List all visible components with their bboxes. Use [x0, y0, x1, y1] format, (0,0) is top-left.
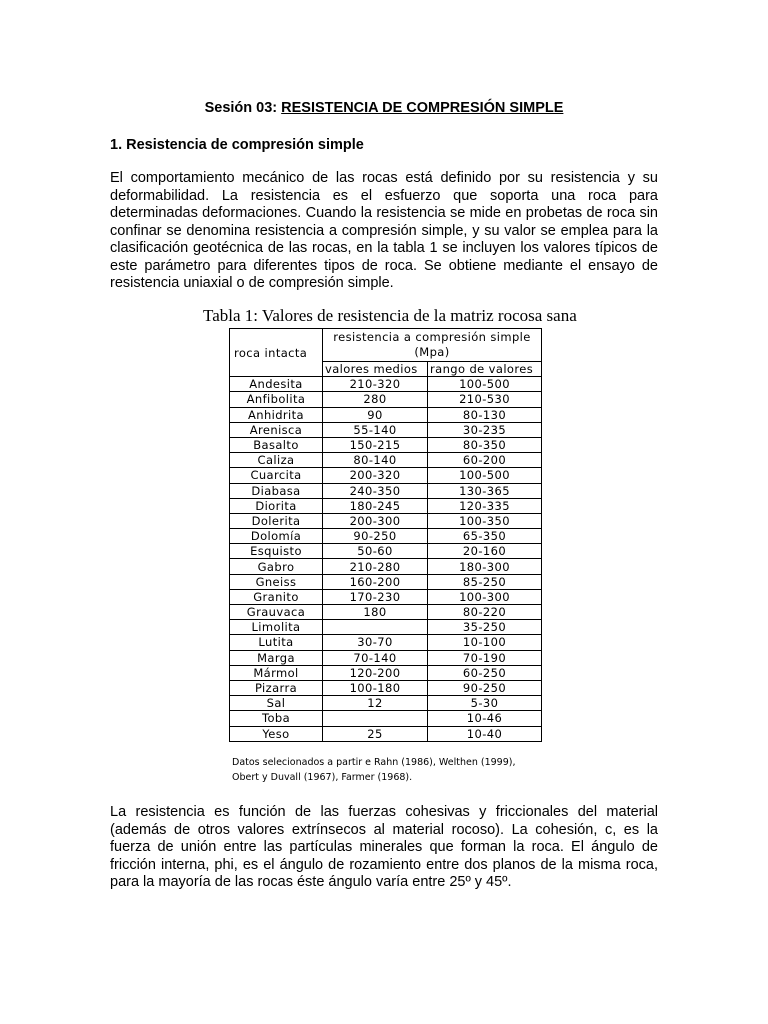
range-value-cell: 10-100: [428, 635, 542, 650]
rock-name-cell: Caliza: [230, 453, 323, 468]
mean-value-cell: 160-200: [323, 574, 428, 589]
rock-name-cell: Andesita: [230, 377, 323, 392]
table-row: [230, 483, 542, 498]
table-row: [230, 650, 542, 665]
range-value-cell: 10-46: [428, 711, 542, 726]
range-value-cell: 60-200: [428, 453, 542, 468]
mean-value-cell: 240-350: [323, 483, 428, 498]
rock-strength-table: [229, 328, 542, 742]
rock-name-cell: Yeso: [230, 726, 323, 741]
rock-name-cell: Diorita: [230, 498, 323, 513]
table-row: [230, 726, 542, 741]
table-row: [230, 437, 542, 452]
column-header-group: resistencia a compresión simple (Mpa): [323, 329, 542, 362]
rock-name-cell: Marga: [230, 650, 323, 665]
range-value-cell: 20-160: [428, 544, 542, 559]
session-title: [0, 100, 768, 116]
rock-name-cell: Anfibolita: [230, 392, 323, 407]
mean-value-cell: 90: [323, 407, 428, 422]
rock-name-cell: Gneiss: [230, 574, 323, 589]
mean-value-cell: [323, 711, 428, 726]
session-topic: RESISTENCIA DE COMPRESIÓN SIMPLE: [281, 100, 564, 116]
range-value-cell: 80-350: [428, 437, 542, 452]
table-row: [230, 422, 542, 437]
table-row: [230, 635, 542, 650]
rock-name-cell: Anhidrita: [230, 407, 323, 422]
rock-name-cell: Gabro: [230, 559, 323, 574]
range-value-cell: 100-300: [428, 589, 542, 604]
rock-name-cell: Esquisto: [230, 544, 323, 559]
cohesion-paragraph: La resistencia es función de las fuerzas cohesivas y friccionales del material (además de otros valores extrínsecos al material rocoso). La cohesión, c, es la fuerza de unión entre las partículas minerales que forman la roca. El ángulo de fricción interna, phi, es el ángulo de rozamiento entre dos planos de la misma roca, para la mayoría de las rocas éste ángulo varía entre 25º y 45º.: [110, 804, 658, 890]
rock-name-cell: Arenisca: [230, 422, 323, 437]
table-row: [230, 544, 542, 559]
table-row: [230, 498, 542, 513]
source-line-2: Obert y Duvall (1967), Farmer (1968).: [232, 772, 413, 783]
table-row: [230, 574, 542, 589]
table-row: [230, 529, 542, 544]
column-header-range: rango de valores: [428, 362, 542, 377]
mean-value-cell: 180: [323, 605, 428, 620]
table-row: [230, 407, 542, 422]
mean-value-cell: 210-320: [323, 377, 428, 392]
mean-value-cell: 170-230: [323, 589, 428, 604]
table-row: [230, 680, 542, 695]
table-row: [230, 696, 542, 711]
session-label: Sesión 03:: [204, 100, 278, 116]
mean-value-cell: 12: [323, 696, 428, 711]
range-value-cell: 100-500: [428, 377, 542, 392]
mean-value-cell: 200-320: [323, 468, 428, 483]
range-value-cell: 90-250: [428, 680, 542, 695]
intro-paragraph: El comportamiento mecánico de las rocas está definido por su resistencia y su deformabilidad. La resistencia es el esfuerzo que soporta una roca para determinadas deformaciones. Cuando la resistencia se mide en probetas de roca sin confinar se denomina resistencia a compresión simple, y su valor se emplea para la clasificación geotécnica de las rocas, en la tabla 1 se incluyen los valores típicos de este parámetro para diferentes tipos de roca. Se obtiene mediante el ensayo de resistencia uniaxial o de compresión simple.: [110, 170, 658, 291]
section-heading: 1. Resistencia de compresión simple: [110, 137, 364, 153]
range-value-cell: 130-365: [428, 483, 542, 498]
rock-name-cell: Limolita: [230, 620, 323, 635]
rock-name-cell: Toba: [230, 711, 323, 726]
mean-value-cell: 55-140: [323, 422, 428, 437]
source-line-1: Datos selecionados a partir e Rahn (1986), Welthen (1999),: [232, 757, 516, 768]
column-header-rock: roca intacta: [230, 329, 323, 377]
table-row: [230, 392, 542, 407]
rock-name-cell: Dolomía: [230, 529, 323, 544]
table-row: [230, 589, 542, 604]
mean-value-cell: 100-180: [323, 680, 428, 695]
rock-name-cell: Dolerita: [230, 513, 323, 528]
column-header-mean: valores medios: [323, 362, 428, 377]
mean-value-cell: 280: [323, 392, 428, 407]
mean-value-cell: 210-280: [323, 559, 428, 574]
rock-name-cell: Grauvaca: [230, 605, 323, 620]
table-row: [230, 559, 542, 574]
range-value-cell: 80-130: [428, 407, 542, 422]
table-source-note: [232, 755, 562, 785]
table-row: [230, 665, 542, 680]
range-value-cell: 85-250: [428, 574, 542, 589]
mean-value-cell: 180-245: [323, 498, 428, 513]
table-row: [230, 513, 542, 528]
range-value-cell: 60-250: [428, 665, 542, 680]
table-title: Tabla 1: Valores de resistencia de la matriz rocosa sana: [203, 306, 577, 325]
mean-value-cell: 30-70: [323, 635, 428, 650]
mean-value-cell: 120-200: [323, 665, 428, 680]
range-value-cell: 80-220: [428, 605, 542, 620]
table-row: [230, 377, 542, 392]
table-row: [230, 620, 542, 635]
rock-name-cell: Mármol: [230, 665, 323, 680]
mean-value-cell: 25: [323, 726, 428, 741]
range-value-cell: 35-250: [428, 620, 542, 635]
rock-name-cell: Granito: [230, 589, 323, 604]
mean-value-cell: 150-215: [323, 437, 428, 452]
range-value-cell: 70-190: [428, 650, 542, 665]
rock-name-cell: Diabasa: [230, 483, 323, 498]
mean-value-cell: 200-300: [323, 513, 428, 528]
rock-name-cell: Pizarra: [230, 680, 323, 695]
table-row: [230, 605, 542, 620]
range-value-cell: 180-300: [428, 559, 542, 574]
range-value-cell: 100-350: [428, 513, 542, 528]
table-row: [230, 468, 542, 483]
range-value-cell: 5-30: [428, 696, 542, 711]
rock-name-cell: Cuarcita: [230, 468, 323, 483]
range-value-cell: 210-530: [428, 392, 542, 407]
table-row: [230, 711, 542, 726]
range-value-cell: 10-40: [428, 726, 542, 741]
mean-value-cell: 80-140: [323, 453, 428, 468]
range-value-cell: 120-335: [428, 498, 542, 513]
mean-value-cell: 90-250: [323, 529, 428, 544]
range-value-cell: 65-350: [428, 529, 542, 544]
mean-value-cell: [323, 620, 428, 635]
rock-name-cell: Sal: [230, 696, 323, 711]
rock-name-cell: Basalto: [230, 437, 323, 452]
rock-name-cell: Lutita: [230, 635, 323, 650]
table-row: [230, 453, 542, 468]
range-value-cell: 30-235: [428, 422, 542, 437]
mean-value-cell: 50-60: [323, 544, 428, 559]
mean-value-cell: 70-140: [323, 650, 428, 665]
table-body: [230, 377, 542, 742]
range-value-cell: 100-500: [428, 468, 542, 483]
